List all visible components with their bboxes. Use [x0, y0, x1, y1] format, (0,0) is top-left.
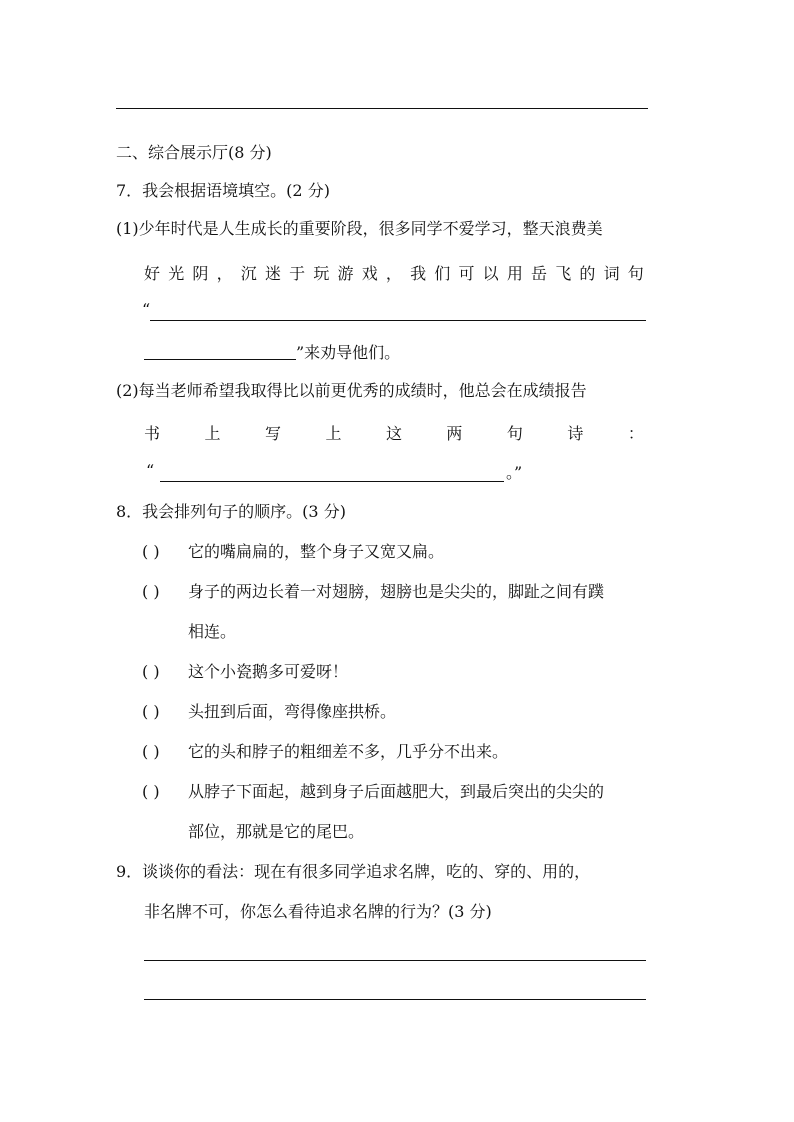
q7-part2-answer-line[interactable] — [160, 481, 504, 482]
q7-part1-line2-char: ， — [385, 264, 402, 283]
order-item-6: 从脖子下面起，越到身子后面越肥大，到最后突出的尖尖的 — [188, 782, 605, 801]
q7-part1-line2-char: 飞 — [555, 264, 572, 283]
q7-part1-line2-char: 岳 — [531, 264, 548, 283]
q7-part2-open-quote: “ — [146, 461, 155, 480]
q7-part1-line2-char: 词 — [603, 264, 620, 283]
q7-part1-open-quote: “ — [142, 300, 151, 319]
q7-part1-line2-char: 游 — [337, 264, 354, 283]
q7-part1-line2 — [144, 264, 644, 284]
q7-part1-line2-char: 们 — [434, 264, 451, 283]
q7-part1-line2-char: 以 — [482, 264, 499, 283]
order-blank-5[interactable]: ( ) — [142, 742, 160, 761]
order-blank-3[interactable]: ( ) — [142, 662, 160, 681]
q7-part1-line2-char: ， — [216, 264, 233, 283]
q7-part2-close-text: 。” — [506, 463, 523, 482]
order-blank-4[interactable]: ( ) — [142, 702, 160, 721]
q7-part2-line2-char: 两 — [446, 424, 463, 443]
order-item-2-continued: 相连。 — [188, 622, 237, 641]
order-item-2: 身子的两边长着一对翅膀，翅膀也是尖尖的，脚趾之间有蹼 — [188, 582, 605, 601]
order-item-6-continued: 部位，那就是它的尾巴。 — [188, 822, 365, 841]
q7-part2-line2-char: 上 — [325, 424, 342, 443]
q7-part1-answer-line-2[interactable] — [144, 359, 296, 360]
answer-line-top[interactable] — [116, 108, 648, 109]
q7-part1-line2-char: 用 — [506, 264, 523, 283]
q7-part1-line2-char: 句 — [627, 264, 644, 283]
q7-part1-line2-char: 沉 — [240, 264, 257, 283]
order-item-3: 这个小瓷鹅多可爱呀！ — [188, 662, 349, 681]
q7-part1-line1: (1)少年时代是人生成长的重要阶段，很多同学不爱学习，整天浪费美 — [116, 219, 603, 238]
q7-part1-answer-line-1[interactable] — [150, 320, 646, 321]
q7-part1-line2-char: 戏 — [361, 264, 378, 283]
q9-answer-line-2[interactable] — [144, 999, 646, 1000]
q7-part2-line2-char: 书 — [144, 424, 161, 443]
q7-part1-line2-char: 我 — [410, 264, 427, 283]
section-heading: 二、综合展示厅(8 分) — [116, 143, 272, 162]
q7-part1-line2-char: 可 — [458, 264, 475, 283]
q7-part2-line2-char: 诗 — [567, 424, 584, 443]
order-blank-2[interactable]: ( ) — [142, 582, 160, 601]
question-8-title: 8．我会排列句子的顺序。(3 分) — [116, 502, 346, 521]
q7-part2-line2-char: ： — [627, 424, 644, 443]
q7-part2-line2 — [144, 424, 644, 444]
order-blank-6[interactable]: ( ) — [142, 782, 160, 801]
q9-answer-line-1[interactable] — [144, 960, 646, 961]
q7-part2-line2-char: 写 — [264, 424, 281, 443]
q7-part2-line2-char: 上 — [204, 424, 221, 443]
order-item-4: 头扭到后面，弯得像座拱桥。 — [188, 702, 397, 721]
q7-part1-line2-char: 阴 — [192, 264, 209, 283]
q7-part1-line2-char: 于 — [289, 264, 306, 283]
question-9-line1: 9．谈谈你的看法：现在有很多同学追求名牌，吃的、穿的、用的， — [116, 862, 591, 881]
q7-part1-close-text: ”来劝导他们。 — [296, 343, 401, 362]
order-item-5: 它的头和脖子的粗细差不多，几乎分不出来。 — [188, 742, 509, 761]
q7-part1-line2-char: 的 — [579, 264, 596, 283]
order-blank-1[interactable]: ( ) — [142, 542, 160, 561]
question-9-line2: 非名牌不可，你怎么看待追求名牌的行为？(3 分) — [144, 902, 492, 921]
q7-part1-line2-char: 玩 — [313, 264, 330, 283]
q7-part2-line2-char: 句 — [506, 424, 523, 443]
order-item-1: 它的嘴扁扁的，整个身子又宽又扁。 — [188, 542, 445, 561]
q7-part1-line2-char: 好 — [144, 264, 161, 283]
q7-part1-line2-char: 光 — [168, 264, 185, 283]
question-7-title: 7．我会根据语境填空。(2 分) — [116, 181, 330, 200]
q7-part2-line2-char: 这 — [385, 424, 402, 443]
q7-part2-line1: (2)每当老师希望我取得比以前更优秀的成绩时，他总会在成绩报告 — [116, 381, 587, 400]
q7-part1-line2-char: 迷 — [264, 264, 281, 283]
